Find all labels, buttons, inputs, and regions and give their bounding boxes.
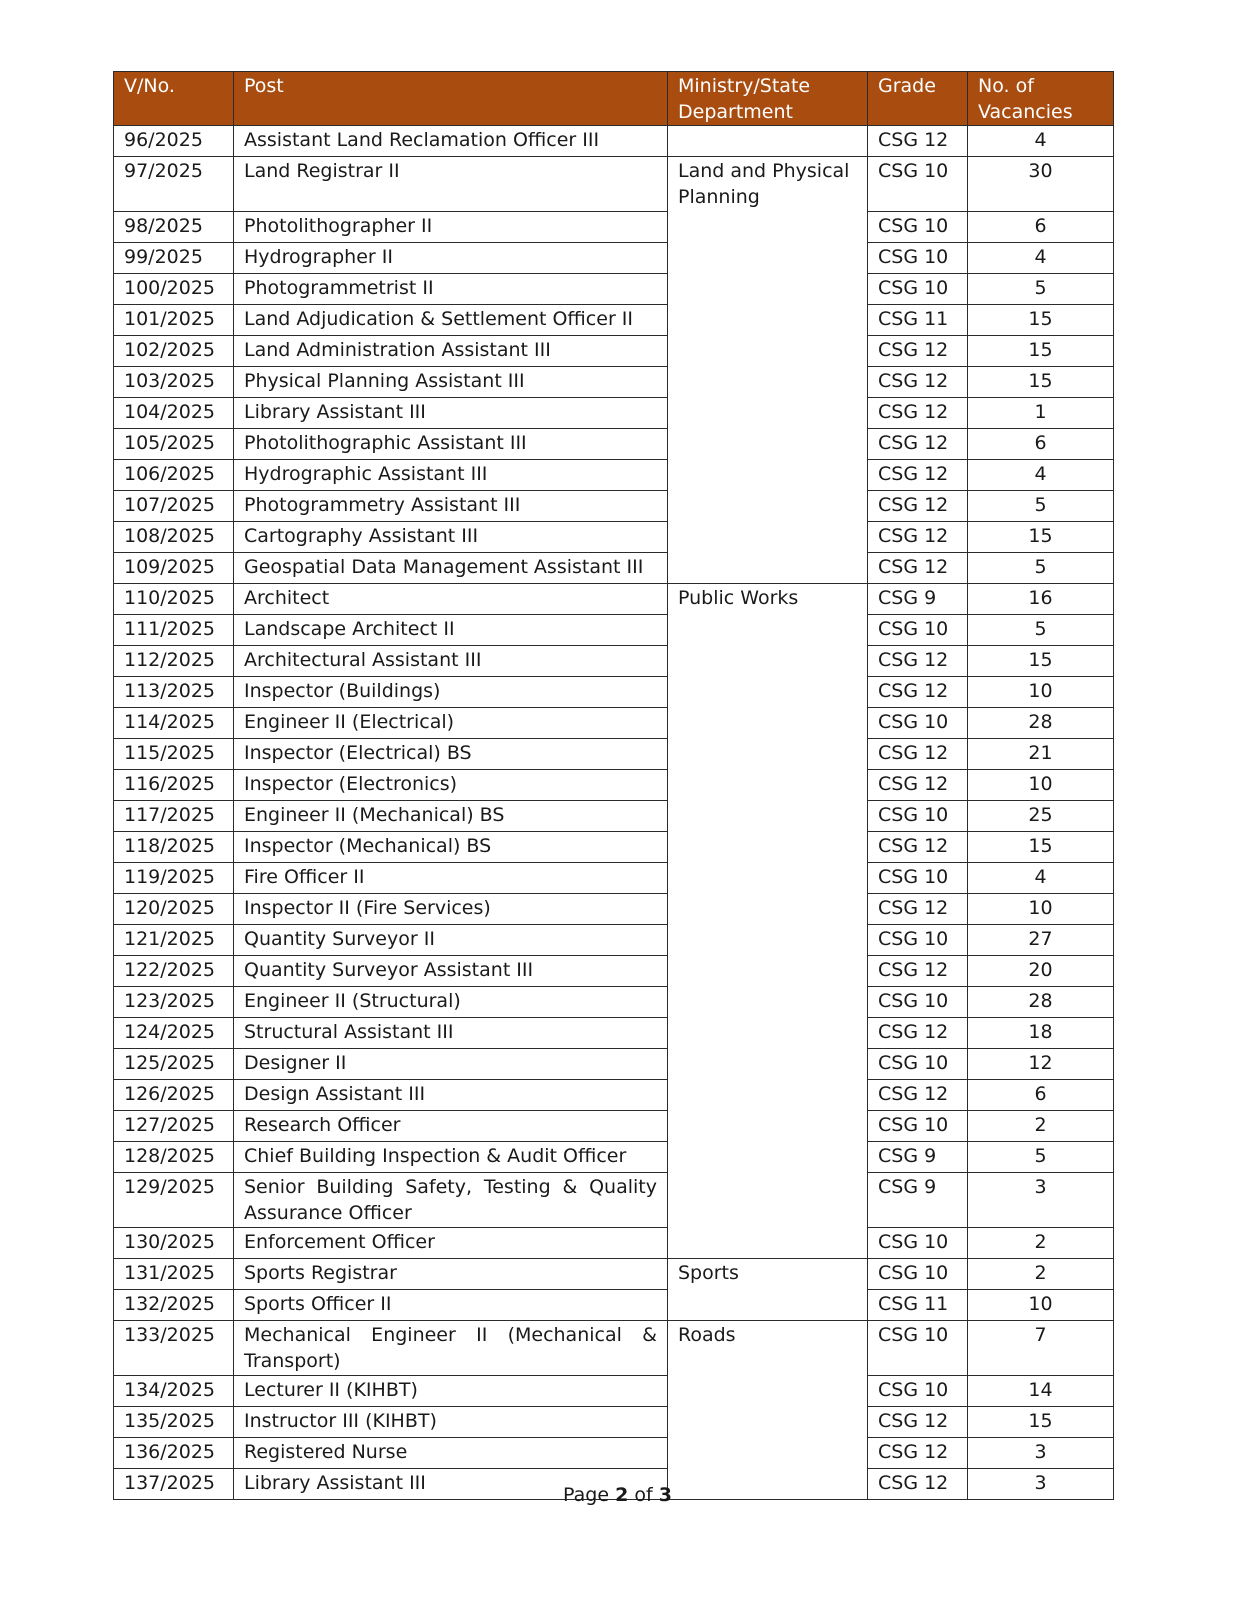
table-row: [114, 1172, 1114, 1227]
cell-grade: CSG 12: [868, 676, 968, 707]
table-row: [114, 521, 1114, 552]
cell-vno: 128/2025: [114, 1141, 234, 1172]
cell-post: Designer II: [234, 1048, 668, 1079]
table-row: [114, 986, 1114, 1017]
total-pages: 3: [658, 1484, 672, 1506]
cell-vno: 114/2025: [114, 707, 234, 738]
cell-grade: CSG 12: [868, 1437, 968, 1468]
cell-grade: CSG 12: [868, 955, 968, 986]
cell-vno: 124/2025: [114, 1017, 234, 1048]
cell-post: Hydrographer II: [234, 242, 668, 273]
cell-ministry: [668, 831, 868, 862]
cell-vno: 112/2025: [114, 645, 234, 676]
header-row: [114, 72, 1114, 126]
cell-vacancies: 5: [968, 273, 1114, 304]
cell-post: Inspector (Mechanical) BS: [234, 831, 668, 862]
cell-ministry: [668, 614, 868, 645]
header-ministry: Ministry/State Department: [668, 72, 868, 126]
cell-post: Landscape Architect II: [234, 614, 668, 645]
cell-grade: CSG 12: [868, 552, 968, 583]
cell-ministry: [668, 1227, 868, 1258]
cell-ministry: [668, 676, 868, 707]
cell-ministry: [668, 242, 868, 273]
cell-ministry: [668, 1406, 868, 1437]
cell-vno: 102/2025: [114, 335, 234, 366]
cell-vacancies: 3: [968, 1468, 1114, 1499]
cell-ministry: [668, 490, 868, 521]
cell-ministry: [668, 1437, 868, 1468]
cell-post: Photogrammetry Assistant III: [234, 490, 668, 521]
cell-post: Land Administration Assistant III: [234, 335, 668, 366]
cell-vacancies: 15: [968, 645, 1114, 676]
cell-post: Engineer II (Mechanical) BS: [234, 800, 668, 831]
cell-ministry: [668, 769, 868, 800]
cell-vacancies: 15: [968, 1406, 1114, 1437]
cell-grade: CSG 12: [868, 490, 968, 521]
cell-post: Structural Assistant III: [234, 1017, 668, 1048]
cell-grade: CSG 10: [868, 1227, 968, 1258]
cell-ministry: [668, 1375, 868, 1406]
cell-vacancies: 2: [968, 1258, 1114, 1289]
table-row: [114, 304, 1114, 335]
cell-ministry: [668, 397, 868, 428]
cell-ministry: [668, 924, 868, 955]
table-row: [114, 1406, 1114, 1437]
table-row: [114, 800, 1114, 831]
cell-post: Architect: [234, 583, 668, 614]
table-row: [114, 1017, 1114, 1048]
cell-ministry: [668, 211, 868, 242]
cell-vno: 136/2025: [114, 1437, 234, 1468]
cell-ministry: [668, 126, 868, 157]
cell-vacancies: 4: [968, 862, 1114, 893]
cell-vno: 137/2025: [114, 1468, 234, 1499]
cell-grade: CSG 10: [868, 862, 968, 893]
cell-grade: CSG 12: [868, 769, 968, 800]
cell-vacancies: 25: [968, 800, 1114, 831]
table-row: [114, 242, 1114, 273]
cell-post: Land Registrar II: [234, 157, 668, 212]
cell-ministry: [668, 304, 868, 335]
cell-vno: 126/2025: [114, 1079, 234, 1110]
cell-vno: 132/2025: [114, 1289, 234, 1320]
cell-ministry: [668, 273, 868, 304]
cell-vacancies: 6: [968, 1079, 1114, 1110]
cell-vno: 108/2025: [114, 521, 234, 552]
cell-post: Assistant Land Reclamation Officer III: [234, 126, 668, 157]
cell-grade: CSG 10: [868, 211, 968, 242]
cell-grade: CSG 10: [868, 1375, 968, 1406]
table-row: [114, 1258, 1114, 1289]
cell-grade: CSG 12: [868, 893, 968, 924]
cell-grade: CSG 12: [868, 1406, 968, 1437]
cell-vacancies: 6: [968, 428, 1114, 459]
table-row: [114, 893, 1114, 924]
cell-grade: CSG 12: [868, 1017, 968, 1048]
cell-post: Quantity Surveyor Assistant III: [234, 955, 668, 986]
table-row: [114, 707, 1114, 738]
cell-grade: CSG 10: [868, 273, 968, 304]
table-row: [114, 583, 1114, 614]
cell-ministry: [668, 366, 868, 397]
cell-post: Instructor III (KIHBT): [234, 1406, 668, 1437]
table-row: [114, 831, 1114, 862]
cell-ministry: Land and Physical Planning: [668, 157, 868, 212]
table-row: [114, 1141, 1114, 1172]
cell-vacancies: 5: [968, 490, 1114, 521]
cell-vacancies: 28: [968, 707, 1114, 738]
cell-grade: CSG 12: [868, 428, 968, 459]
cell-post: Lecturer II (KIHBT): [234, 1375, 668, 1406]
table-row: [114, 157, 1114, 212]
cell-post: Design Assistant III: [234, 1079, 668, 1110]
cell-ministry: [668, 1289, 868, 1320]
cell-grade: CSG 10: [868, 1258, 968, 1289]
cell-vacancies: 15: [968, 831, 1114, 862]
cell-vacancies: 2: [968, 1110, 1114, 1141]
cell-vacancies: 4: [968, 126, 1114, 157]
cell-post: Mechanical Engineer II (Mechanical & Transport): [234, 1320, 668, 1375]
cell-ministry: [668, 1110, 868, 1141]
cell-vacancies: 10: [968, 1289, 1114, 1320]
cell-grade: CSG 10: [868, 924, 968, 955]
cell-vno: 120/2025: [114, 893, 234, 924]
cell-post: Library Assistant III: [234, 1468, 668, 1499]
cell-post: Inspector (Electronics): [234, 769, 668, 800]
cell-vacancies: 5: [968, 614, 1114, 645]
table-row: [114, 1320, 1114, 1375]
cell-vno: 100/2025: [114, 273, 234, 304]
cell-post: Inspector (Buildings): [234, 676, 668, 707]
cell-grade: CSG 12: [868, 126, 968, 157]
cell-grade: CSG 12: [868, 335, 968, 366]
table-row: [114, 126, 1114, 157]
page-of: of: [634, 1484, 653, 1506]
cell-grade: CSG 12: [868, 645, 968, 676]
header-vacancies: No. of Vacancies: [968, 72, 1114, 126]
cell-grade: CSG 9: [868, 1141, 968, 1172]
cell-post: Registered Nurse: [234, 1437, 668, 1468]
cell-ministry: [668, 1017, 868, 1048]
cell-grade: CSG 10: [868, 986, 968, 1017]
cell-vacancies: 15: [968, 521, 1114, 552]
cell-post: Library Assistant III: [234, 397, 668, 428]
cell-grade: CSG 12: [868, 738, 968, 769]
header-vno: V/No.: [114, 72, 234, 126]
cell-vacancies: 15: [968, 335, 1114, 366]
table-row: [114, 335, 1114, 366]
cell-vno: 113/2025: [114, 676, 234, 707]
cell-grade: CSG 11: [868, 1289, 968, 1320]
cell-ministry: [668, 552, 868, 583]
cell-ministry: [668, 738, 868, 769]
cell-grade: CSG 10: [868, 1110, 968, 1141]
cell-grade: CSG 12: [868, 521, 968, 552]
cell-grade: CSG 12: [868, 397, 968, 428]
cell-vacancies: 7: [968, 1320, 1114, 1375]
cell-post: Sports Officer II: [234, 1289, 668, 1320]
cell-vno: 109/2025: [114, 552, 234, 583]
cell-post: Hydrographic Assistant III: [234, 459, 668, 490]
table-row: [114, 366, 1114, 397]
cell-vno: 121/2025: [114, 924, 234, 955]
cell-ministry: Public Works: [668, 583, 868, 614]
cell-ministry: [668, 800, 868, 831]
cell-vacancies: 15: [968, 366, 1114, 397]
table-row: [114, 1375, 1114, 1406]
table-row: [114, 924, 1114, 955]
cell-ministry: [668, 893, 868, 924]
cell-grade: CSG 12: [868, 1079, 968, 1110]
cell-vacancies: 16: [968, 583, 1114, 614]
cell-post: Photolithographic Assistant III: [234, 428, 668, 459]
table-row: [114, 211, 1114, 242]
cell-ministry: [668, 521, 868, 552]
cell-vno: 105/2025: [114, 428, 234, 459]
cell-ministry: [668, 428, 868, 459]
cell-vno: 118/2025: [114, 831, 234, 862]
cell-vacancies: 4: [968, 459, 1114, 490]
cell-vacancies: 10: [968, 769, 1114, 800]
cell-grade: CSG 9: [868, 583, 968, 614]
cell-vno: 119/2025: [114, 862, 234, 893]
cell-grade: CSG 10: [868, 242, 968, 273]
table-row: [114, 552, 1114, 583]
header-post: Post: [234, 72, 668, 126]
cell-grade: CSG 12: [868, 831, 968, 862]
table-row: [114, 1227, 1114, 1258]
cell-vacancies: 15: [968, 304, 1114, 335]
cell-ministry: [668, 862, 868, 893]
table-row: [114, 645, 1114, 676]
table-body: [114, 126, 1114, 1500]
cell-vno: 129/2025: [114, 1172, 234, 1227]
cell-post: Photolithographer II: [234, 211, 668, 242]
cell-post: Land Adjudication & Settlement Officer II: [234, 304, 668, 335]
cell-grade: CSG 10: [868, 157, 968, 212]
cell-post: Quantity Surveyor II: [234, 924, 668, 955]
cell-post: Sports Registrar: [234, 1258, 668, 1289]
cell-post: Physical Planning Assistant III: [234, 366, 668, 397]
cell-post: Senior Building Safety, Testing & Quality Assurance Officer: [234, 1172, 668, 1227]
table-row: [114, 428, 1114, 459]
cell-ministry: [668, 335, 868, 366]
table-row: [114, 1110, 1114, 1141]
cell-vno: 104/2025: [114, 397, 234, 428]
cell-post: Fire Officer II: [234, 862, 668, 893]
cell-vno: 134/2025: [114, 1375, 234, 1406]
table-row: [114, 459, 1114, 490]
cell-post: Inspector II (Fire Services): [234, 893, 668, 924]
cell-grade: CSG 11: [868, 304, 968, 335]
cell-vno: 96/2025: [114, 126, 234, 157]
table-row: [114, 1048, 1114, 1079]
cell-grade: CSG 12: [868, 459, 968, 490]
cell-post: Geospatial Data Management Assistant III: [234, 552, 668, 583]
cell-ministry: [668, 1079, 868, 1110]
cell-vno: 125/2025: [114, 1048, 234, 1079]
table-row: [114, 862, 1114, 893]
cell-vacancies: 10: [968, 893, 1114, 924]
cell-vacancies: 2: [968, 1227, 1114, 1258]
cell-vno: 111/2025: [114, 614, 234, 645]
cell-vno: 98/2025: [114, 211, 234, 242]
cell-vno: 115/2025: [114, 738, 234, 769]
cell-vacancies: 14: [968, 1375, 1114, 1406]
cell-grade: CSG 10: [868, 800, 968, 831]
cell-post: Cartography Assistant III: [234, 521, 668, 552]
table-row: [114, 397, 1114, 428]
cell-ministry: [668, 459, 868, 490]
table-row: [114, 273, 1114, 304]
cell-vacancies: 27: [968, 924, 1114, 955]
cell-vno: 106/2025: [114, 459, 234, 490]
cell-vacancies: 1: [968, 397, 1114, 428]
cell-ministry: [668, 986, 868, 1017]
cell-vacancies: 3: [968, 1172, 1114, 1227]
cell-vacancies: 3: [968, 1437, 1114, 1468]
cell-grade: CSG 10: [868, 1048, 968, 1079]
cell-vno: 122/2025: [114, 955, 234, 986]
cell-vacancies: 21: [968, 738, 1114, 769]
table-row: [114, 955, 1114, 986]
table-row: [114, 769, 1114, 800]
cell-vacancies: 28: [968, 986, 1114, 1017]
cell-vacancies: 10: [968, 676, 1114, 707]
cell-post: Architectural Assistant III: [234, 645, 668, 676]
cell-vno: 103/2025: [114, 366, 234, 397]
table-row: [114, 738, 1114, 769]
cell-vacancies: 30: [968, 157, 1114, 212]
cell-vno: 117/2025: [114, 800, 234, 831]
table-row: [114, 676, 1114, 707]
cell-post: Engineer II (Electrical): [234, 707, 668, 738]
cell-post: Inspector (Electrical) BS: [234, 738, 668, 769]
table-row: [114, 1289, 1114, 1320]
cell-grade: CSG 12: [868, 1468, 968, 1499]
cell-vno: 101/2025: [114, 304, 234, 335]
page-number: [0, 1484, 1235, 1506]
cell-ministry: [668, 1048, 868, 1079]
current-page: 2: [615, 1484, 629, 1506]
table-row: [114, 614, 1114, 645]
cell-vno: 130/2025: [114, 1227, 234, 1258]
cell-post: Chief Building Inspection & Audit Officer: [234, 1141, 668, 1172]
table-row: [114, 490, 1114, 521]
cell-grade: CSG 10: [868, 614, 968, 645]
cell-ministry: [668, 1141, 868, 1172]
cell-ministry: Sports: [668, 1258, 868, 1289]
table-row: [114, 1437, 1114, 1468]
cell-vno: 97/2025: [114, 157, 234, 212]
header-grade: Grade: [868, 72, 968, 126]
cell-grade: CSG 9: [868, 1172, 968, 1227]
cell-post: Research Officer: [234, 1110, 668, 1141]
page-label: Page: [563, 1484, 610, 1506]
cell-post: Photogrammetrist II: [234, 273, 668, 304]
cell-ministry: [668, 955, 868, 986]
cell-post: Enforcement Officer: [234, 1227, 668, 1258]
cell-vno: 107/2025: [114, 490, 234, 521]
cell-vno: 123/2025: [114, 986, 234, 1017]
cell-ministry: [668, 645, 868, 676]
cell-ministry: Roads: [668, 1320, 868, 1375]
cell-vno: 127/2025: [114, 1110, 234, 1141]
cell-vacancies: 4: [968, 242, 1114, 273]
cell-ministry: [668, 1172, 868, 1227]
vacancies-table: [113, 71, 1114, 1500]
cell-grade: CSG 12: [868, 366, 968, 397]
cell-vacancies: 5: [968, 1141, 1114, 1172]
cell-vno: 135/2025: [114, 1406, 234, 1437]
cell-post: Engineer II (Structural): [234, 986, 668, 1017]
cell-vno: 110/2025: [114, 583, 234, 614]
cell-vno: 99/2025: [114, 242, 234, 273]
cell-vno: 131/2025: [114, 1258, 234, 1289]
cell-vacancies: 12: [968, 1048, 1114, 1079]
cell-vno: 116/2025: [114, 769, 234, 800]
cell-grade: CSG 10: [868, 1320, 968, 1375]
cell-grade: CSG 10: [868, 707, 968, 738]
table-row: [114, 1079, 1114, 1110]
cell-vacancies: 6: [968, 211, 1114, 242]
cell-ministry: [668, 707, 868, 738]
cell-vacancies: 20: [968, 955, 1114, 986]
cell-vno: 133/2025: [114, 1320, 234, 1375]
cell-vacancies: 18: [968, 1017, 1114, 1048]
cell-vacancies: 5: [968, 552, 1114, 583]
